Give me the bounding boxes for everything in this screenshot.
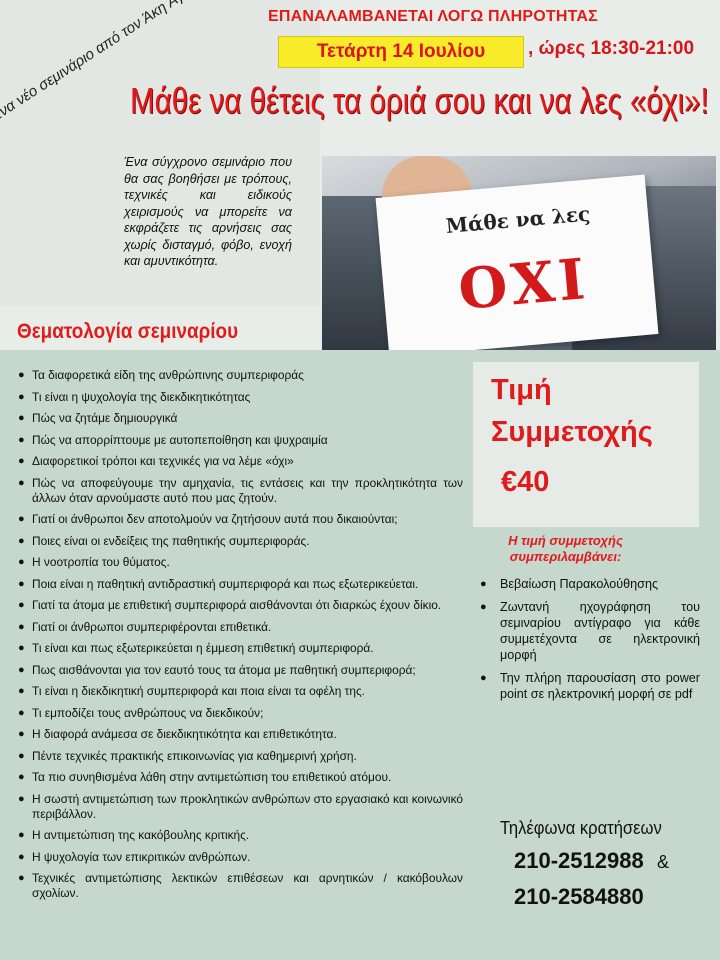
list-item-text: Πώς να ζητάμε δημιουργικά xyxy=(32,411,178,425)
bullet-icon: ● xyxy=(480,578,487,590)
list-item-text: Η νοοτροπία του θύματος. xyxy=(32,555,170,569)
list-item-text: Ποια είναι η παθητική αντιδραστική συμπεριφορά και πως εξωτερικεύεται. xyxy=(32,576,419,591)
time-text: , ώρες 18:30-21:00 xyxy=(528,38,695,59)
price-amount: €40 xyxy=(501,466,550,498)
list-item xyxy=(18,871,463,901)
topics-list xyxy=(18,368,463,908)
list-item xyxy=(18,577,463,592)
bullet-icon: ● xyxy=(18,513,25,525)
bullet-icon: ● xyxy=(18,556,25,568)
price-box xyxy=(473,362,699,527)
list-item xyxy=(18,454,463,469)
list-item-text: Γιατί οι άνθρωποι δεν αποτολμούν να ζητήσουν αυτά που δικαιούνται; xyxy=(32,512,398,526)
bullet-icon: ● xyxy=(18,872,25,884)
list-item-text: Πέντε τεχνικές πρακτικής επικοινωνίας για καθημερινή χρήση. xyxy=(32,748,357,763)
price-label-line2: Συμμετοχής xyxy=(491,416,653,448)
list-item xyxy=(18,411,463,426)
list-item xyxy=(480,599,700,663)
bullet-icon: ● xyxy=(18,433,25,446)
bullet-icon: ● xyxy=(18,642,25,654)
phone-ampersand: & xyxy=(657,852,670,872)
list-item xyxy=(18,620,463,635)
phones-label: Τηλέφωνα κρατήσεων xyxy=(500,818,662,838)
list-item xyxy=(18,727,463,742)
bullet-icon: ● xyxy=(480,672,487,684)
list-item-text: Πώς να αποφεύγουμε την αμηχανία, τις εντάσεις και την προκλητικότητα των άλλων όταν αρνούμαστε αυτό που μας ζητούν. xyxy=(32,475,463,505)
list-item-text: Τεχνικές αντιμετώπισης λεκτικών επιθέσεων και αρνητικών / κακόβουλων σχολίων. xyxy=(32,871,463,900)
list-item-text: Ποιες είναι οι ενδείξεις της παθητικής συμπεριφοράς. xyxy=(32,533,310,548)
bullet-icon: ● xyxy=(18,455,25,467)
list-item xyxy=(18,555,463,570)
list-item-text: Διαφορετικοί τρόποι και τεχνικές για να λέμε «όχι» xyxy=(32,454,294,468)
bullet-icon: ● xyxy=(480,601,487,613)
list-item-text: Ζωντανή ηχογράφηση του σεμιναρίου αντίγραφο για κάθε συμμετέχοντα σε ηλεκτρονική μορφή xyxy=(500,600,700,662)
date-highlight: Τετάρτη 14 Ιουλίου xyxy=(278,36,524,68)
list-item-text: Η διαφορά ανάμεσα σε διεκδικητικότητα και επιθετικότητα. xyxy=(32,727,337,741)
bullet-icon: ● xyxy=(18,850,25,863)
list-item xyxy=(18,749,463,764)
list-item-text: Τα πιο συνηθισμένα λάθη στην αντιμετώπιση του επιθετικού ατόμου. xyxy=(32,770,392,784)
bullet-icon: ● xyxy=(18,620,25,633)
list-item-text: Η αντιμετώπιση της κακόβουλης κριτικής. xyxy=(32,828,250,842)
list-item xyxy=(480,576,700,592)
bullet-icon: ● xyxy=(18,706,25,719)
list-item xyxy=(18,684,463,699)
list-item-text: Η σωστή αντιμετώπιση των προκλητικών ανθρώπων στο εργασιακό και κοινωνικό περιβάλλον. xyxy=(32,791,463,821)
list-item-text: Πως αισθάνονται για τον εαυτό τους τα άτομα με παθητική συμπεριφορά; xyxy=(32,662,416,677)
list-item xyxy=(18,663,463,678)
phone-number-1[interactable]: 210-2512988 xyxy=(514,848,644,873)
repeat-notice: ΕΠΑΝΑΛΑΜΒΑΝΕΤΑΙ ΛΟΓΩ ΠΛΗΡΟΤΗΤΑΣ xyxy=(268,8,598,25)
list-item xyxy=(18,792,463,822)
list-item xyxy=(18,770,463,785)
hero-photo xyxy=(322,156,716,350)
sign-word: ΟΧΙ xyxy=(455,245,592,324)
bullet-icon: ● xyxy=(18,476,25,489)
page-title: Μάθε να θέτεις τα όριά σου και να λες «όχι»! xyxy=(130,80,709,121)
phone-number-2[interactable]: 210-2584880 xyxy=(514,884,644,909)
list-item-text: Τι είναι και πως εξωτερικεύεται η έμμεση επιθετική συμπεριφορά. xyxy=(32,641,374,655)
bullet-icon: ● xyxy=(18,771,25,783)
list-item xyxy=(18,706,463,721)
list-item-text: Τα διαφορετικά είδη της ανθρώπινης συμπεριφοράς xyxy=(32,368,304,382)
intro-text: Ένα σύγχρονο σεμινάριο που θα σας βοηθήσει με τρόπους, τεχνικές και ειδικούς χειρισμούς να μπορείτε να εκφράζετε τις αρνήσεις σας χωρίς δισταγμό, φόβο, ενοχή και αμυντικότητα. xyxy=(124,155,292,268)
bullet-icon: ● xyxy=(18,369,25,381)
list-item xyxy=(18,641,463,656)
list-item-text: Πώς να απορρίπτουμε με αυτοπεποίθηση και ψυχραιμία xyxy=(32,432,328,447)
bullet-icon: ● xyxy=(18,792,25,805)
price-label-line1: Τιμή xyxy=(491,374,552,406)
bullet-icon: ● xyxy=(18,685,25,697)
no-sign xyxy=(376,175,659,350)
list-item-text: Η ψυχολογία των επικριτικών ανθρώπων. xyxy=(32,849,251,864)
list-item-text: Την πλήρη παρουσίαση στο power point σε ηλεκτρονική μορφή σε pdf xyxy=(500,671,700,701)
bullet-icon: ● xyxy=(18,663,25,676)
list-item xyxy=(18,534,463,549)
bullet-icon: ● xyxy=(18,534,25,547)
list-item-text: Βεβαίωση Παρακολούθησης xyxy=(500,577,659,591)
list-item xyxy=(18,476,463,506)
bullet-icon: ● xyxy=(18,599,25,611)
sign-title: Μάθε να λες xyxy=(444,201,592,238)
bullet-icon: ● xyxy=(18,577,25,590)
list-item xyxy=(18,512,463,527)
list-item xyxy=(18,368,463,383)
list-item-text: Γιατί τα άτομα με επιθετική συμπεριφορά αισθάνονται ότι διαρκώς έχουν δίκιο. xyxy=(32,598,442,612)
bullet-icon: ● xyxy=(18,412,25,424)
list-item-text: Τι εμποδίζει τους ανθρώπους να διεκδικούν; xyxy=(32,705,264,720)
topics-heading: Θεματολογία σεμιναρίου xyxy=(17,320,239,343)
list-item xyxy=(480,670,700,702)
list-item-text: Τι είναι η ψυχολογία της διεκδικητικότητας xyxy=(32,389,251,404)
bullet-icon: ● xyxy=(18,390,25,403)
bullet-icon: ● xyxy=(18,728,25,740)
includes-list xyxy=(480,576,700,709)
list-item xyxy=(18,850,463,865)
list-item-text: Γιατί οι άνθρωποι συμπεριφέρονται επιθετικά. xyxy=(32,619,272,634)
bullet-icon: ● xyxy=(18,829,25,841)
list-item-text: Τι είναι η διεκδικητική συμπεριφορά και ποια είναι τα οφέλη της. xyxy=(32,684,365,698)
includes-heading: Η τιμή συμμετοχής συμπεριλαμβάνει: xyxy=(508,533,623,564)
list-item xyxy=(18,433,463,448)
bullet-icon: ● xyxy=(18,749,25,762)
list-item xyxy=(18,598,463,613)
list-item xyxy=(18,828,463,843)
list-item xyxy=(18,390,463,405)
